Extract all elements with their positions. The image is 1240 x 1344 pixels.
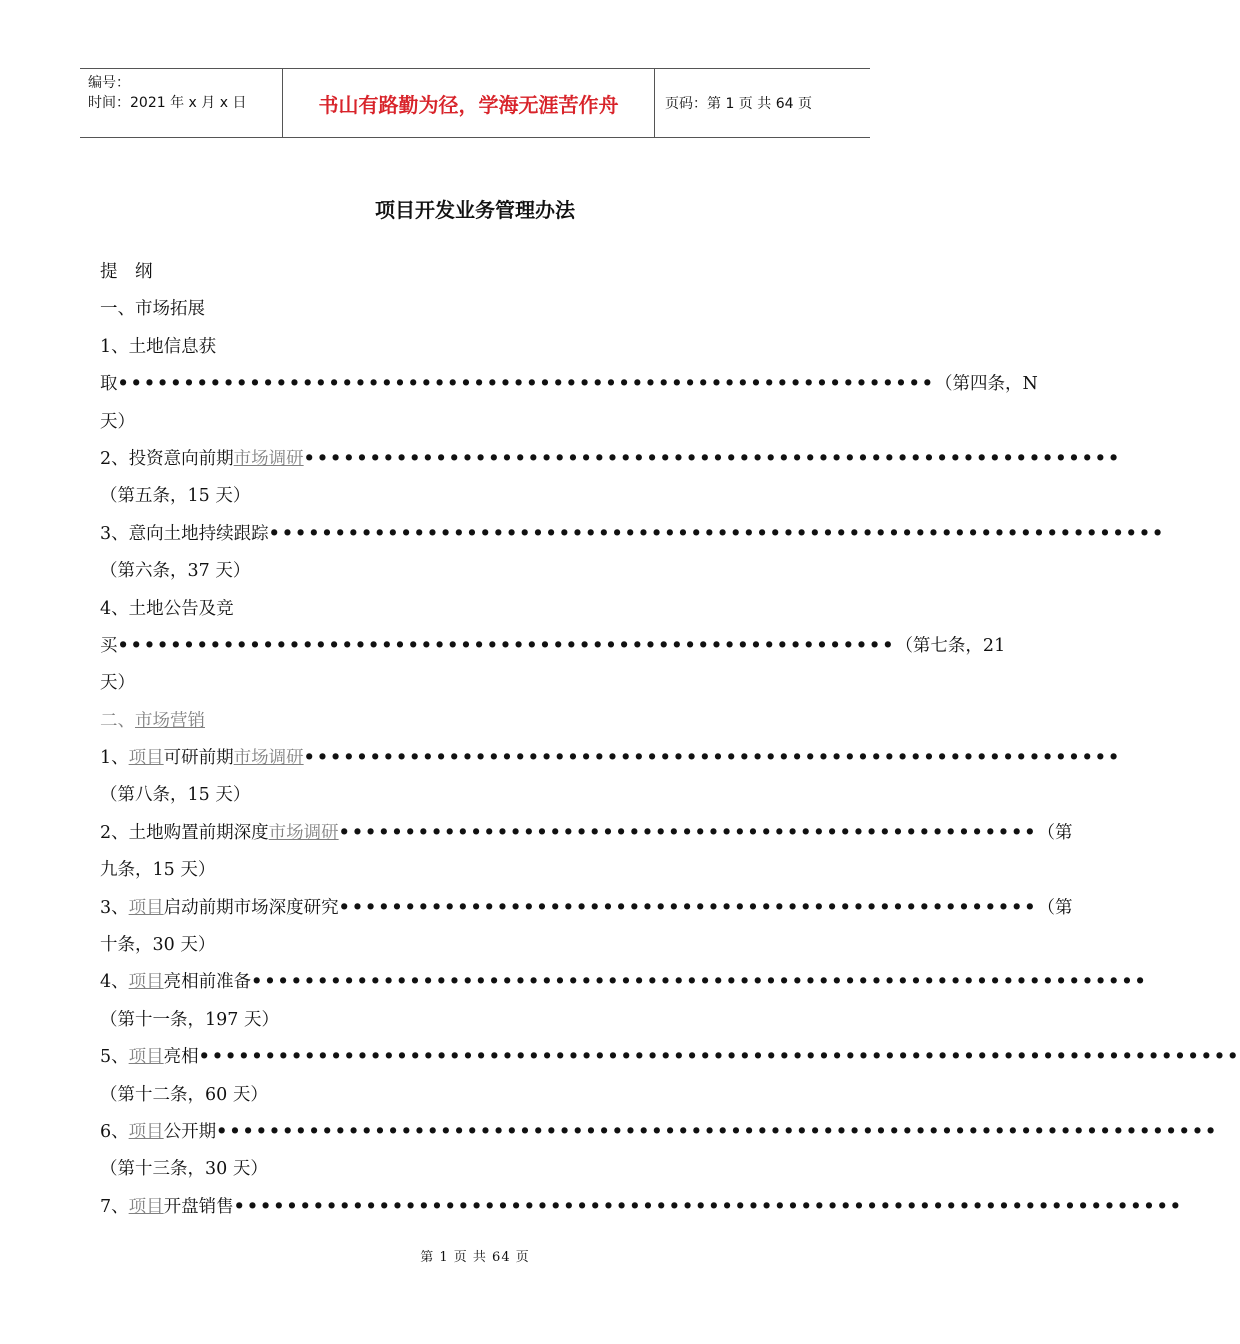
outline-link[interactable]: 项目 — [128, 1047, 164, 1068]
outline-text: 一、市场拓展 — [100, 299, 205, 320]
page-footer: 第 1 页 共 64 页 — [420, 1250, 530, 1265]
outline-text: 1、 — [100, 748, 129, 769]
outline-ref: （第 — [1037, 822, 1073, 843]
leader-dots: •••••••••••••••••••••••••••••••••••••••••••••••••••••••••••••••••••••••••••• — [216, 1121, 1219, 1142]
header-motto-cell — [282, 69, 655, 137]
outline-text: （第十三条，30 天） — [100, 1159, 268, 1180]
outline-text: 亮相 — [163, 1047, 199, 1068]
leader-dots: •••••••••••••••••••••••••••••••••••••••••••••••••••••••••••••••••••• — [251, 972, 1148, 993]
outline-line — [100, 329, 852, 366]
outline-line — [100, 591, 852, 628]
outline-link[interactable]: 项目 — [128, 748, 164, 769]
outline-line — [100, 628, 1006, 665]
outline-link[interactable]: 项目 — [128, 1196, 164, 1217]
outline-line — [100, 553, 852, 590]
outline-line — [100, 254, 852, 291]
outline-text: 十条，30 天） — [100, 935, 216, 956]
outline-ref: （第四条，N — [935, 374, 1038, 395]
outline-link[interactable]: 市场营销 — [135, 710, 205, 731]
header-page-info: 页码：第 1 页 共 64 页 — [665, 96, 812, 112]
outline-ref: （第 — [1037, 897, 1073, 918]
leader-dots: •••••••••••••••••••••••••••••••••••••••••••••••••••••••••••••• — [117, 374, 935, 395]
outline-text: 公开期 — [163, 1121, 217, 1142]
outline-text: 提 纲 — [100, 262, 153, 282]
outline-text: 4、土地公告及竞 — [100, 598, 234, 619]
outline-line — [100, 1114, 1219, 1151]
outline-text: （第六条，37 天） — [100, 561, 251, 582]
leader-dots: •••••••••••••••••••••••••••••••••••••••••••••••••••••••••••••••••••••••• — [233, 1196, 1183, 1217]
outline-text: 亮相前准备 — [163, 972, 252, 993]
document-title: 项目开发业务管理办法 — [375, 198, 575, 222]
outline-text: （第十一条，197 天） — [100, 1009, 279, 1030]
outline-text: 6、 — [100, 1121, 129, 1142]
outline-text: 启动前期市场深度研究 — [163, 897, 339, 918]
outline-link[interactable]: 项目 — [128, 1121, 164, 1142]
outline-line — [100, 1077, 852, 1114]
outline-line — [100, 1039, 1240, 1076]
doc-time-label: 时间：2021 年 x 月 x 日 — [88, 95, 247, 111]
header-page-info-cell — [655, 69, 870, 137]
outline-text: 二、 — [100, 710, 135, 731]
leader-dots: ••••••••••••••••••••••••••••••••••••••••••••••••••••••••••••••••••••••••••••••• — [198, 1047, 1240, 1068]
outline-line — [100, 777, 852, 814]
outline-text: 3、 — [100, 897, 129, 918]
outline-text: 取 — [100, 374, 118, 395]
outline-text: 买 — [100, 635, 118, 656]
outline-text: 7、 — [100, 1196, 129, 1217]
outline-text: 天） — [100, 673, 135, 694]
page-header — [80, 68, 870, 138]
outline-line — [100, 740, 1122, 777]
outline-text: 天） — [100, 411, 135, 432]
outline-line — [100, 478, 852, 515]
outline-line — [100, 815, 1073, 852]
outline-line — [100, 1151, 852, 1188]
outline-text: 2、土地购置前期深度 — [100, 822, 269, 843]
outline-link[interactable]: 市场调研 — [233, 448, 304, 469]
leader-dots: ••••••••••••••••••••••••••••••••••••••••••••••••••••••••••• — [117, 635, 896, 656]
header-meta — [80, 69, 282, 137]
leader-dots: •••••••••••••••••••••••••••••••••••••••••••••••••••••••••••••••••••• — [268, 523, 1166, 544]
outline-text: （第八条，15 天） — [100, 785, 251, 806]
outline-link[interactable]: 项目 — [128, 972, 164, 993]
outline-line — [100, 927, 852, 964]
outline-text: 可研前期 — [163, 748, 234, 769]
outline-line — [100, 703, 852, 740]
outline-line — [100, 852, 852, 889]
outline-text: 4、 — [100, 972, 129, 993]
outline-line — [100, 291, 852, 328]
outline-line — [100, 1002, 852, 1039]
outline-line — [100, 964, 1148, 1001]
outline-line — [100, 890, 1073, 927]
outline-text: （第十二条，60 天） — [100, 1084, 268, 1105]
header-motto: 书山有路勤为径，学海无涯苦作舟 — [318, 92, 619, 117]
outline-text: （第五条，15 天） — [100, 486, 251, 507]
leader-dots: •••••••••••••••••••••••••••••••••••••••••••••••••••••••••••••• — [303, 748, 1122, 769]
outline-text: 2、投资意向前期 — [100, 448, 234, 469]
outline-line — [100, 1189, 1183, 1226]
outline-line — [100, 404, 852, 441]
outline-link[interactable]: 市场调研 — [233, 748, 304, 769]
doc-number-label: 编号： — [88, 75, 130, 91]
outline-content — [100, 254, 1240, 1226]
outline-text: 1、土地信息获 — [100, 336, 217, 357]
leader-dots: •••••••••••••••••••••••••••••••••••••••••••••••••••••••••••••• — [303, 448, 1122, 469]
outline-text: 九条，15 天） — [100, 860, 216, 881]
outline-text: 3、意向土地持续跟踪 — [100, 523, 269, 544]
outline-line — [100, 516, 1166, 553]
outline-text: 开盘销售 — [163, 1196, 234, 1217]
outline-link[interactable]: 市场调研 — [268, 822, 339, 843]
outline-text: 5、 — [100, 1047, 129, 1068]
outline-link[interactable]: 项目 — [128, 897, 164, 918]
outline-ref: （第七条，21 — [895, 635, 1006, 656]
outline-line — [100, 665, 852, 702]
outline-line — [100, 366, 1038, 403]
outline-line — [100, 441, 1122, 478]
leader-dots: ••••••••••••••••••••••••••••••••••••••••••••••••••••• — [338, 822, 1038, 843]
leader-dots: ••••••••••••••••••••••••••••••••••••••••••••••••••••• — [338, 897, 1038, 918]
